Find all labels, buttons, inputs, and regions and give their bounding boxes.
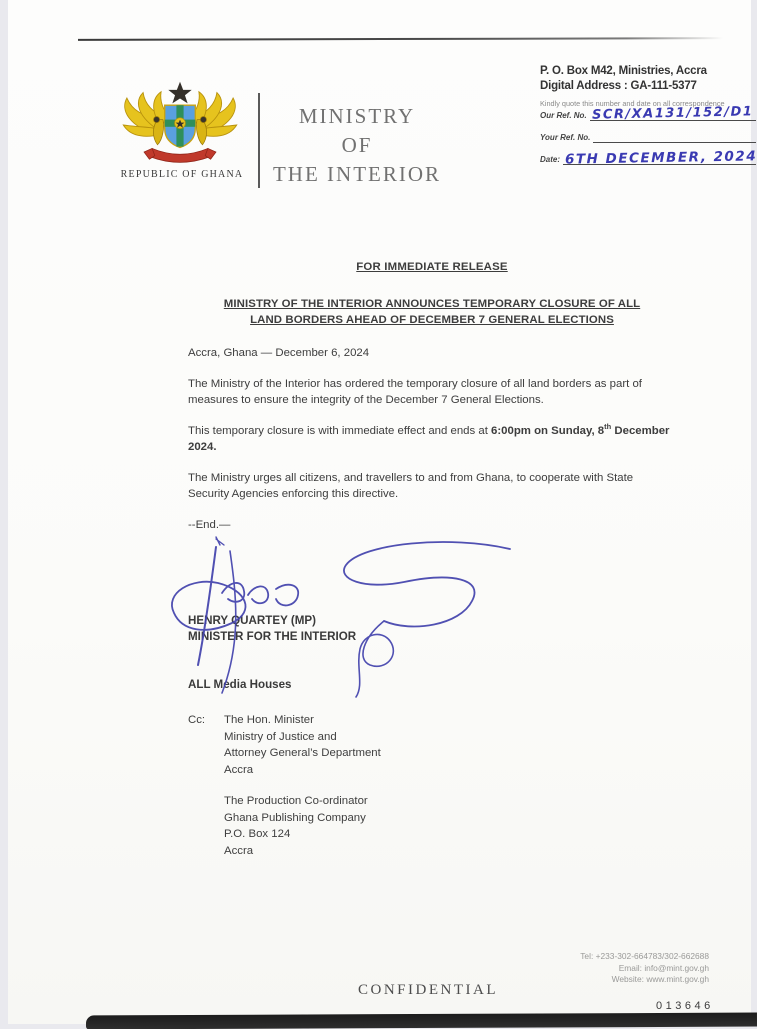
cc1-line1: The Hon. Minister (224, 714, 314, 726)
ministry-title (262, 102, 452, 189)
our-ref-label: Our Ref. No. (540, 111, 587, 120)
republic-of-ghana-caption: REPUBLIC OF GHANA (120, 169, 244, 180)
your-ref-underline (593, 133, 756, 143)
letter-title-line1: MINISTRY OF THE INTERIOR ANNOUNCES TEMPORARY CLOSURE OF ALL (223, 297, 641, 310)
cc2-line1: The Production Co-ordinator (224, 795, 368, 807)
our-ref-underline (590, 104, 756, 123)
paragraph-1: The Ministry of the Interior has ordered the temporary closure of all land borders as part of measures to ensure the integrity of the December 7 General Elections. (188, 378, 642, 406)
serial-number: 013646 (656, 1000, 714, 1012)
ministry-title-line3: THE INTERIOR (272, 162, 442, 186)
letter-body (188, 260, 676, 534)
signatory-title: MINISTER FOR THE INTERIOR (188, 630, 357, 643)
website-line: Website: www.mint.gov.gh (611, 974, 709, 984)
release-heading: FOR IMMEDIATE RELEASE (356, 261, 508, 273)
cc1-line3: Attorney General’s Department (224, 747, 381, 759)
cc1-line2: Ministry of Justice and (224, 730, 337, 743)
paragraph-2-bold-pre: 6:00pm on Sunday, 8 (491, 425, 605, 437)
your-ref-label: Your Ref. No. (540, 133, 591, 142)
letter-title (188, 296, 676, 329)
ministry-title-line2: OF (341, 133, 373, 157)
cc-recipient-2 (224, 793, 381, 859)
dateline: Accra, Ghana — December 6, 2024 (188, 346, 370, 359)
address-block (540, 64, 757, 168)
signatory-block (188, 613, 356, 645)
cc1-line4: Accra (224, 763, 254, 776)
paper-crease-line (78, 37, 723, 41)
paper-bottom-edge (86, 1013, 757, 1029)
paragraph-2-bold-post: December 2024. (188, 425, 670, 453)
cc-block (188, 712, 381, 859)
distribution-line: ALL Media Houses (188, 678, 292, 691)
date-label: Date: (540, 155, 561, 164)
paragraph-2-normal: This temporary closure is with immediate effect and ends at (188, 425, 492, 437)
po-box-line: P. O. Box M42, Ministries, Accra (540, 65, 707, 77)
cc2-line3: P.O. Box 124 (224, 828, 291, 840)
signatory-name: HENRY QUARTEY (MP) (188, 614, 316, 627)
cc2-line2: Ghana Publishing Company (224, 811, 366, 824)
letter-title-line2: LAND BORDERS AHEAD OF DECEMBER 7 GENERAL ELECTIONS (250, 314, 614, 326)
email-line: Email: info@mint.gov.gh (618, 962, 709, 973)
date-underline (563, 148, 757, 168)
date-row (540, 148, 757, 168)
cc2-line4: Accra (224, 844, 254, 857)
ghana-coat-of-arms-icon (110, 80, 250, 170)
our-ref-row (540, 104, 756, 123)
paragraph-2 (188, 424, 676, 455)
paragraph-3: The Ministry urges all citizens, and travellers to and from Ghana, to cooperate with State Security Agencies enforcing this directive. (188, 472, 634, 500)
quote-note: Kindly quote this number and date on all correspondence (540, 99, 725, 108)
our-ref-handwritten-value: SCR/XA131/152/D1 (591, 104, 754, 123)
cc-recipient-1 (224, 712, 381, 778)
header-divider (258, 93, 260, 188)
paragraph-2-ordinal: th (604, 422, 612, 432)
ministry-title-line1: MINISTRY (298, 104, 416, 128)
cc-label: Cc: (188, 714, 206, 726)
telephone-line: Tel: +233-302-664783/302-662688 (580, 951, 709, 961)
digital-address-line: Digital Address : GA-111-5377 (540, 80, 697, 92)
document-page (8, 0, 757, 1024)
end-mark: --End.— (188, 519, 231, 531)
your-ref-row (540, 133, 756, 143)
date-handwritten-value: 6TH DECEMBER, 2024 (564, 148, 757, 168)
contact-block (580, 951, 709, 986)
confidential-stamp: CONFIDENTIAL (358, 982, 498, 998)
cc-recipients (224, 712, 381, 859)
